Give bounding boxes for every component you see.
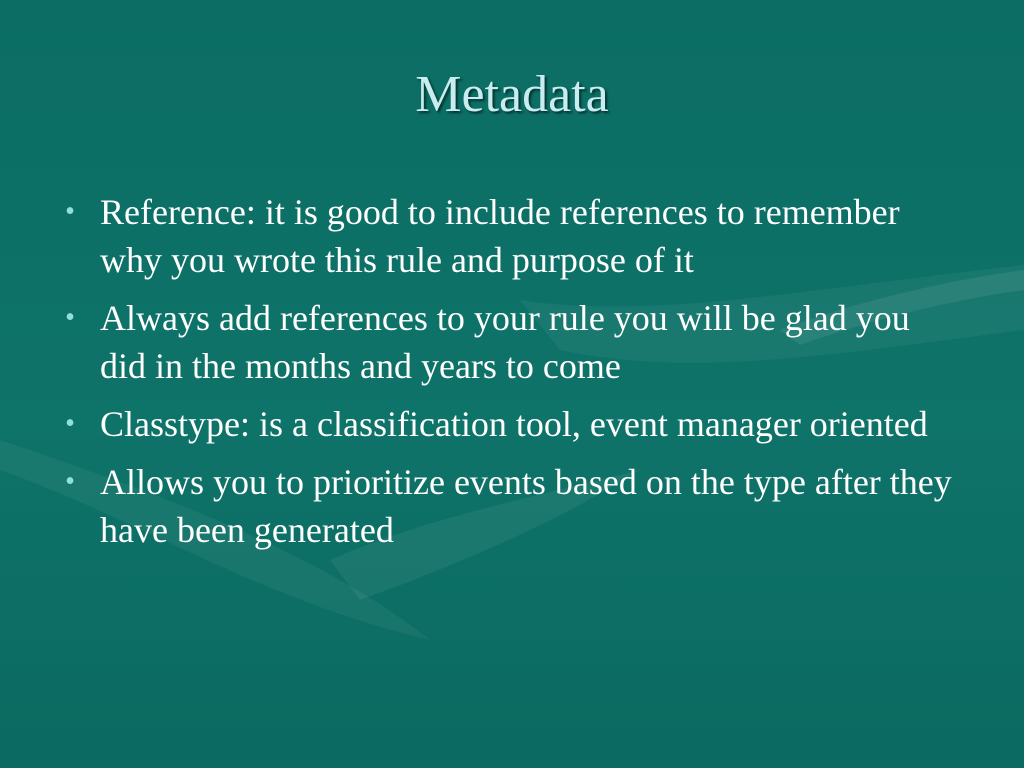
bullet-text: Allows you to prioritize events based on the type after they have been generated: [100, 462, 952, 550]
bullet-icon: •: [65, 466, 75, 497]
slide-title: Metadata: [415, 66, 609, 123]
bullet-list: [58, 188, 958, 564]
bullet-item: [58, 294, 958, 390]
bullet-icon: •: [65, 196, 75, 227]
bullet-item: [58, 400, 958, 448]
bullet-icon: •: [65, 302, 75, 333]
bullet-item: [58, 458, 958, 554]
bullet-text: Reference: it is good to include references to remember why you wrote this rule and purpose of it: [100, 192, 900, 280]
bullet-icon: •: [65, 408, 75, 439]
bullet-text: Classtype: is a classification tool, event manager oriented: [100, 404, 928, 444]
bullet-text: Always add references to your rule you will be glad you did in the months and years to come: [100, 298, 910, 386]
bullet-item: [58, 188, 958, 284]
